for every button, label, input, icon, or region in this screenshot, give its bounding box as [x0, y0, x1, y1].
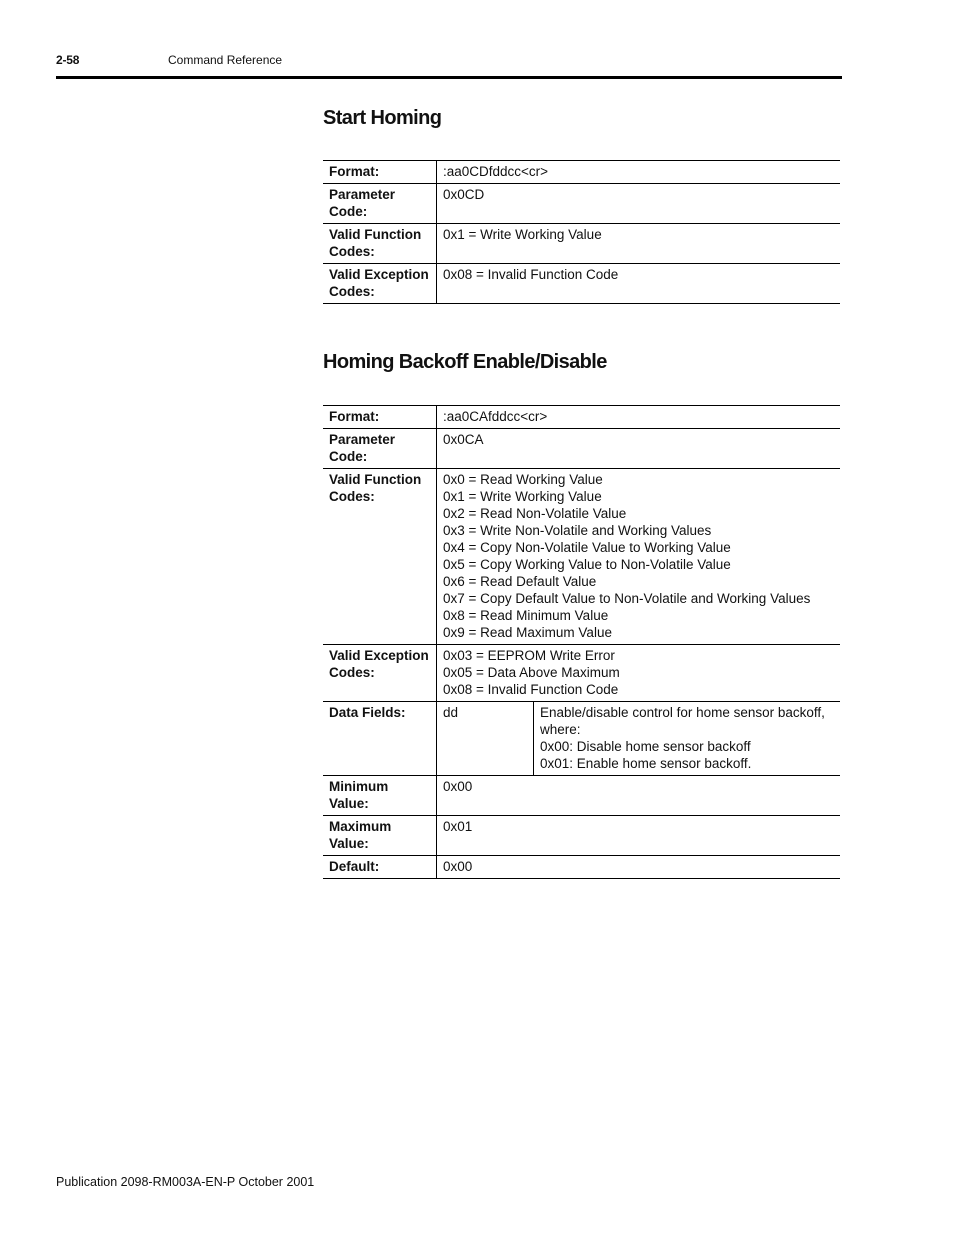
list-item: Enable/disable control for home sensor backoff,: [540, 705, 825, 720]
row-label: Format:: [323, 161, 437, 184]
row-label: Format:: [323, 406, 437, 429]
table-row: [437, 702, 840, 775]
list-item: 0x2 = Read Non-Volatile Value: [443, 506, 627, 521]
row-value: :aa0CDfddcc<cr>: [437, 161, 841, 184]
list-item: 0x8 = Read Minimum Value: [443, 608, 609, 623]
row-value: 0x00: [437, 776, 841, 816]
table-row: [323, 264, 840, 304]
table-row: [323, 406, 840, 429]
section-title-start-homing: Start Homing: [323, 107, 442, 129]
row-label: Valid Function Codes:: [323, 469, 437, 645]
list-item: 0x05 = Data Above Maximum: [443, 665, 620, 680]
list-item: 0x5 = Copy Working Value to Non-Volatile Value: [443, 557, 731, 572]
row-value-list: [437, 645, 841, 702]
list-item: 0x3 = Write Non-Volatile and Working Values: [443, 523, 712, 538]
table-row: [323, 161, 840, 184]
table-row: [323, 184, 840, 224]
list-item: 0x6 = Read Default Value: [443, 574, 597, 589]
page-header: [56, 52, 842, 79]
table-row: [323, 645, 840, 702]
row-label: Valid Exception Codes:: [323, 645, 437, 702]
row-label: Parameter Code:: [323, 429, 437, 469]
row-value: 0x01: [437, 816, 841, 856]
row-value: 0x00: [437, 856, 841, 879]
row-label: Maximum Value:: [323, 816, 437, 856]
row-label: Valid Exception Codes:: [323, 264, 437, 304]
row-value: 0x0CD: [437, 184, 841, 224]
page-number: 2-58: [56, 53, 80, 67]
section-title-homing-backoff: Homing Backoff Enable/Disable: [323, 351, 607, 373]
list-item: 0x7 = Copy Default Value to Non-Volatile and Working Values: [443, 591, 811, 606]
table-row: [323, 469, 840, 645]
row-value: 0x08 = Invalid Function Code: [437, 264, 841, 304]
start-homing-table: [323, 160, 840, 304]
list-item: 0x00: Disable home sensor backoff: [540, 739, 751, 754]
homing-backoff-table: [323, 405, 840, 879]
list-item: 0x01: Enable home sensor backoff.: [540, 756, 752, 771]
row-label: Minimum Value:: [323, 776, 437, 816]
row-label: Default:: [323, 856, 437, 879]
row-value: 0x0CA: [437, 429, 841, 469]
table-row: [323, 702, 840, 776]
list-item: 0x0 = Read Working Value: [443, 472, 603, 487]
list-item: 0x4 = Copy Non-Volatile Value to Working Value: [443, 540, 731, 555]
list-item: 0x9 = Read Maximum Value: [443, 625, 612, 640]
list-item: 0x08 = Invalid Function Code: [443, 682, 619, 697]
row-value: :aa0CAfddcc<cr>: [437, 406, 841, 429]
field-name: dd: [437, 702, 534, 775]
running-head: Command Reference: [168, 53, 283, 67]
row-value: 0x1 = Write Working Value: [437, 224, 841, 264]
table-row: [323, 429, 840, 469]
list-item: where:: [540, 722, 581, 737]
list-item: 0x03 = EEPROM Write Error: [443, 648, 615, 663]
data-fields-table: [437, 702, 840, 775]
table-row: [323, 224, 840, 264]
table-row: [323, 856, 840, 879]
page-footer: Publication 2098-RM003A-EN-P October 2001: [56, 1175, 315, 1189]
data-fields-cell: [437, 702, 841, 776]
table-row: [323, 776, 840, 816]
table-row: [323, 816, 840, 856]
row-label: Valid Function Codes:: [323, 224, 437, 264]
row-label: Parameter Code:: [323, 184, 437, 224]
row-value-list: [437, 469, 841, 645]
row-label: Data Fields:: [323, 702, 437, 776]
field-description: [534, 702, 841, 775]
list-item: 0x1 = Write Working Value: [443, 489, 602, 504]
